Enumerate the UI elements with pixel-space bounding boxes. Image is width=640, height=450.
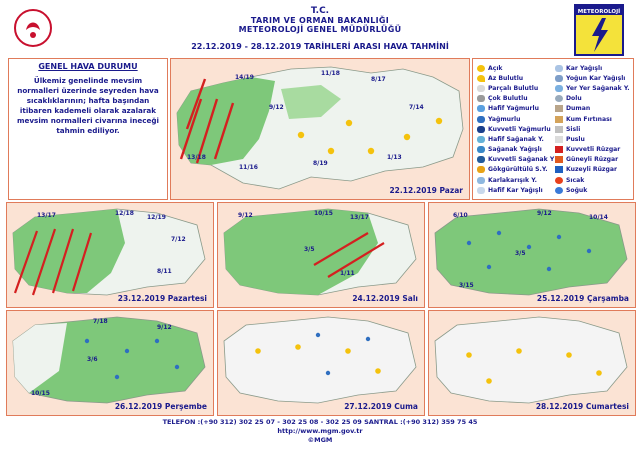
daily-temp: 9/12: [238, 212, 253, 219]
header-line-directorate: METEOROLOJİ GENEL MÜDÜRLÜĞÜ: [238, 25, 402, 34]
big-map-temp: 11/18: [321, 70, 340, 77]
main-forecast-map: [170, 58, 470, 200]
daily-date-label: 27.12.2019 Cuma: [344, 402, 418, 411]
legend-item: [477, 94, 555, 104]
daily-temp: 13/17: [37, 212, 56, 219]
daily-temp: 9/12: [537, 210, 552, 217]
legend-label: Soğuk: [566, 186, 588, 194]
clear-icon: [477, 65, 485, 72]
snow-icon: [555, 65, 563, 72]
daily-temp: 3/6: [87, 356, 98, 363]
daily-temp: 7/12: [171, 236, 186, 243]
legend-label: Dolu: [566, 95, 582, 103]
daily-map-svg: [429, 203, 635, 307]
meteorology-logo-text: METEOROLOJİ: [577, 9, 621, 15]
legend-item: [477, 185, 555, 195]
legend-label: Çok Bulutlu: [488, 95, 528, 103]
strong-wind-icon: [555, 146, 563, 153]
daily-map-svg: [7, 203, 213, 307]
daily-temp: 7/18: [93, 318, 108, 325]
cold-icon: [555, 187, 563, 194]
daily-temp: 9/12: [157, 324, 172, 331]
daily-map-panel: [428, 202, 636, 308]
footer-phone: TELEFON :(+90 312) 302 25 07 - 302 25 08 - 302 25 09 SANTRAL :(+90 312) 359 75 45: [162, 418, 478, 426]
daily-temp: 13/17: [350, 214, 369, 221]
legend-label: Sıcak: [566, 176, 585, 184]
haze-icon: [555, 136, 563, 143]
big-map-temp: 11/16: [239, 164, 258, 171]
daily-map-svg: [218, 311, 424, 415]
legend-item: [477, 124, 555, 134]
legend-item: [555, 124, 633, 134]
legend-label: Yoğun Kar Yağışlı: [566, 74, 626, 82]
legend-label: Kuvvetli Sağanak Y: [488, 156, 555, 164]
legend-item: [555, 63, 633, 73]
legend-label: Puslu: [566, 135, 585, 143]
daily-temp: 3/5: [304, 246, 315, 253]
daily-temp: 8/11: [157, 268, 172, 275]
sandstorm-icon: [555, 116, 563, 123]
legend-item: [477, 104, 555, 114]
legend-label: Sağanak Yağışlı: [488, 146, 542, 154]
summary-title: GENEL HAVA DURUMU: [38, 62, 138, 71]
general-weather-summary: [8, 58, 168, 200]
legend-item: [477, 134, 555, 144]
fog-icon: [555, 126, 563, 133]
legend-label: Parçalı Bulutlu: [488, 84, 539, 92]
rain-icon: [477, 126, 485, 133]
legend-label: Hafif Sağanak Y.: [488, 135, 544, 143]
daily-temp: 6/10: [453, 212, 468, 219]
daily-date-label: 23.12.2019 Pazartesi: [117, 294, 207, 303]
heavy-snow-icon: [555, 75, 563, 82]
legend-item: [555, 94, 633, 104]
big-map-temp: 8/19: [313, 160, 328, 167]
daily-temp: 3/15: [459, 282, 474, 289]
header: [0, 0, 640, 56]
north-wind-icon: [555, 166, 563, 173]
daily-date-label: 24.12.2019 Salı: [352, 294, 418, 303]
daily-temp: 12/19: [147, 214, 166, 221]
legend-label: Karlakarışık Y.: [488, 176, 537, 184]
partly-cloudy-icon: [477, 75, 485, 82]
header-line-tc: T.C.: [310, 6, 330, 16]
sleet-icon: [477, 177, 485, 184]
south-wind-icon: [555, 156, 563, 163]
daily-temp: 1/11: [340, 270, 355, 277]
legend-item: [477, 155, 555, 165]
daily-date-label: 26.12.2019 Perşembe: [114, 402, 207, 411]
legend-col-left: [477, 63, 555, 195]
meteorology-logo-icon: [574, 4, 624, 56]
daily-temp: 12/18: [115, 210, 134, 217]
legend-item: [477, 83, 555, 93]
footer: [0, 418, 640, 445]
daily-map-panel: [217, 310, 425, 416]
legend-label: Az Bulutlu: [488, 74, 524, 82]
daily-map-svg: [429, 311, 635, 415]
legend-label: Kuvvetli Rüzgar: [566, 146, 621, 154]
footer-website-link[interactable]: http://www.mgm.gov.tr: [277, 427, 363, 435]
footer-copyright: ©MGM: [307, 436, 333, 444]
daily-map-panel: [6, 202, 214, 308]
smoke-icon: [555, 105, 563, 112]
rain-icon: [477, 116, 485, 123]
legend-label: Gökgürültülü S.Y.: [488, 166, 548, 174]
legend-item: [555, 155, 633, 165]
legend-label: Duman: [566, 105, 591, 113]
rain-icon: [477, 105, 485, 112]
cloud-icon: [477, 95, 485, 102]
legend-item: [477, 114, 555, 124]
big-map-temp: 1/13: [387, 154, 402, 161]
daily-temp: 10/15: [31, 390, 50, 397]
legend-label: Hafif Kar Yağışlı: [488, 186, 543, 194]
hail-icon: [555, 95, 563, 102]
legend-col-right: [555, 63, 633, 195]
cloud-icon: [477, 85, 485, 92]
big-map-temp: 8/17: [371, 76, 386, 83]
daily-date-label: 25.12.2019 Çarşamba: [536, 294, 629, 303]
legend: [472, 58, 634, 200]
header-forecast-range: 22.12.2019 - 28.12.2019 TARİHLERİ ARASI HAVA TAHMİNİ: [191, 42, 449, 51]
local-shower-icon: [555, 85, 563, 92]
main-map-svg: [171, 59, 469, 199]
thunder-icon: [477, 166, 485, 173]
legend-item: [555, 104, 633, 114]
legend-label: Yer Yer Sağanak Y.: [566, 84, 630, 92]
daily-date-label: 28.12.2019 Cumartesi: [535, 402, 629, 411]
main-map-date-label: 22.12.2019 Pazar: [389, 186, 463, 195]
legend-item: [555, 145, 633, 155]
daily-temp: 3/5: [515, 250, 526, 257]
daily-temp: 10/15: [314, 210, 333, 217]
legend-label: Yağmurlu: [488, 115, 521, 123]
legend-item: [477, 165, 555, 175]
daily-map-panel: [6, 310, 214, 416]
legend-item: [555, 134, 633, 144]
legend-item: [555, 83, 633, 93]
shower-icon: [477, 156, 485, 163]
big-map-temp: 13/18: [187, 154, 206, 161]
daily-map-svg: [7, 311, 213, 415]
daily-map-panel: [428, 310, 636, 416]
shower-icon: [477, 136, 485, 143]
legend-label: Kar Yağışlı: [566, 64, 603, 72]
legend-label: Kuzeyli Rüzgar: [566, 166, 617, 174]
legend-label: Hafif Yağmurlu: [488, 105, 539, 113]
header-titles: [0, 6, 640, 51]
legend-item: [555, 175, 633, 185]
daily-map-panel: [217, 202, 425, 308]
legend-item: [477, 73, 555, 83]
big-map-temp: 14/19: [235, 74, 254, 81]
legend-label: Sisli: [566, 125, 581, 133]
legend-item: [555, 114, 633, 124]
snow-icon: [477, 187, 485, 194]
daily-temp: 10/14: [589, 214, 608, 221]
legend-item: [477, 175, 555, 185]
legend-label: Kum Fırtınası: [566, 115, 612, 123]
daily-map-svg: [218, 203, 424, 307]
big-map-temp: 9/12: [269, 104, 284, 111]
summary-text: Ülkemiz genelinde mevsim normalleri üzerinde seyreden hava sıcaklıklarının; hafta başından itibaren kademeli olarak azalarak mevsim normalleri civarına ineceği tahmin ediliyor.: [17, 76, 159, 135]
legend-label: Kuvvetli Yağmurlu: [488, 125, 551, 133]
legend-item: [555, 73, 633, 83]
legend-item: [555, 165, 633, 175]
legend-item: [555, 185, 633, 195]
shower-icon: [477, 146, 485, 153]
legend-item: [477, 63, 555, 73]
big-map-temp: 7/14: [409, 104, 424, 111]
legend-item: [477, 145, 555, 155]
header-line-ministry: TARIM VE ORMAN BAKANLIĞI: [250, 16, 390, 25]
legend-label: Açık: [488, 64, 503, 72]
legend-label: Güneyli Rüzgar: [566, 156, 619, 164]
hot-icon: [555, 177, 563, 184]
